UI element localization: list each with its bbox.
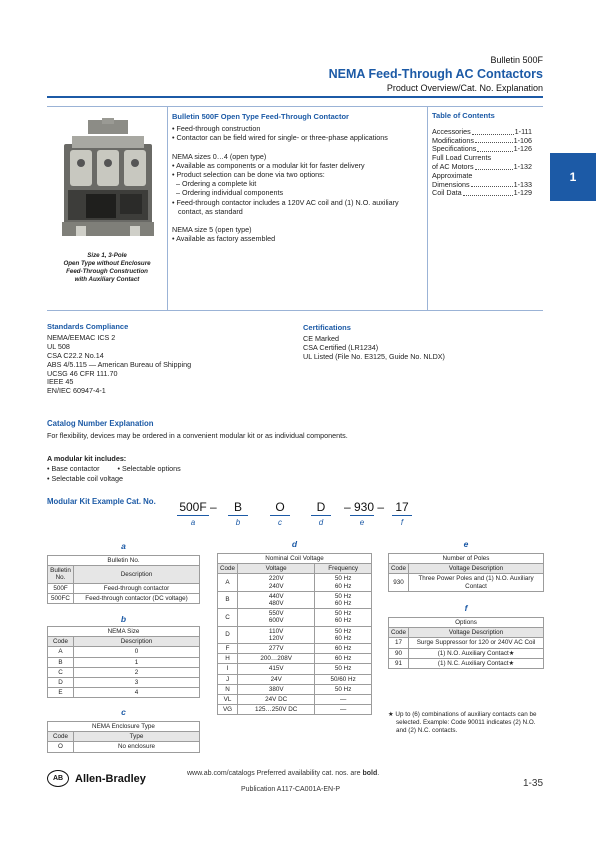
kit-heading: A modular kit includes: xyxy=(47,454,127,463)
table-header: Code xyxy=(389,628,409,638)
divider xyxy=(167,106,168,310)
table-row: C 2 xyxy=(48,667,200,677)
segment-c: O xyxy=(275,500,285,514)
certifications-heading: Certifications xyxy=(303,323,351,332)
table-header: Voltage xyxy=(238,564,315,574)
segment-letter-d: d xyxy=(318,518,324,527)
allen-bradley-logo: AB xyxy=(47,770,69,787)
bullet-item: • Feed-through contactor includes a 120V AC coil and (1) N.O. auxiliary contact, as standard xyxy=(172,197,399,216)
caption-line: Feed-Through Construction xyxy=(66,268,148,275)
table-f-label: f xyxy=(464,603,468,613)
table-title: Bulletin No. xyxy=(48,556,200,566)
standard-item: UCSG 46 CFR 111.70 xyxy=(47,368,118,378)
table-row: A 220V 240V 50 Hz 60 Hz xyxy=(218,574,372,591)
table-row: J 24V 50/60 Hz xyxy=(218,674,372,684)
nema-size-table xyxy=(47,626,200,698)
footnote: ★ Up to (6) combinations of auxiliary contacts can be selected. Example: Code 90011 indicates (2) N.O. and (2) N.C. contacts. xyxy=(388,711,537,734)
table-row: N 380V 50 Hz xyxy=(218,684,372,694)
sub-option: – Ordering a complete kit xyxy=(176,179,257,189)
table-row: D 110V 120V 50 Hz 60 Hz xyxy=(218,626,372,643)
certification-item: CE Marked xyxy=(303,333,339,343)
table-row: 91 (1) N.C. Auxiliary Contact★ xyxy=(389,658,544,668)
caption-line: Size 1, 3-Pole xyxy=(87,252,127,259)
table-title: Number of Poles xyxy=(389,554,544,564)
open-type-section xyxy=(172,112,424,243)
catalog-intro: For flexibility, devices may be ordered in a convenient modular kit or as individual components. xyxy=(47,431,348,440)
table-row: I 415V 50 Hz xyxy=(218,664,372,674)
certifications-section xyxy=(303,324,543,362)
segment-f: 17 xyxy=(395,500,409,514)
toc-item-coil-data[interactable]: Coil Data 1-129 xyxy=(432,188,532,198)
table-e-label: e xyxy=(463,539,469,549)
segment-letter-c: c xyxy=(278,518,282,527)
caption-line: Open Type without Enclosure xyxy=(63,260,151,267)
standards-section xyxy=(47,323,287,396)
divider xyxy=(47,106,543,107)
table-header: Frequency xyxy=(315,564,372,574)
toc-item-full-load-currents[interactable]: Full Load Currents of AC Motors 1-132 xyxy=(432,153,532,171)
standard-item: UL 508 xyxy=(47,341,70,351)
table-row: A 0 xyxy=(48,647,200,657)
bullet-item: • Available as factory assembled xyxy=(172,234,276,244)
publication-number: Publication A117-CA001A-EN-P xyxy=(241,786,341,793)
kit-item: • Selectable coil voltage xyxy=(47,474,124,483)
caption-line: with Auxiliary Contact xyxy=(74,276,140,283)
divider xyxy=(427,106,428,310)
segment-letter-e: e xyxy=(359,518,365,527)
segment-letter-a: a xyxy=(190,518,196,527)
brand-name: Allen-Bradley xyxy=(75,773,146,785)
table-row: 500F Feed-through contactor xyxy=(48,583,200,593)
table-row: 930 Three Power Poles and (1) N.O. Auxiliary Contact xyxy=(389,574,544,591)
bulletin-table xyxy=(47,555,200,604)
table-header: Voltage Description xyxy=(409,628,544,638)
table-row: B 440V 480V 50 Hz 60 Hz xyxy=(218,591,372,608)
table-d-label: d xyxy=(291,539,298,549)
segment-e: – 930 – xyxy=(343,500,385,514)
standards-heading: Standards Compliance xyxy=(47,322,129,331)
table-row: VG 125…250V DC — xyxy=(218,705,372,715)
bulletin-label: Bulletin 500F xyxy=(490,55,543,65)
kit-item: • Selectable options xyxy=(117,464,181,473)
standard-item: EN/IEC 60947-4-1 xyxy=(47,386,106,396)
table-header: Bulletin No. xyxy=(48,566,74,583)
enclosure-table xyxy=(47,721,200,753)
table-row: B 1 xyxy=(48,657,200,667)
certification-item: UL Listed (File No. E3125, Guide No. NLDX) xyxy=(303,351,445,361)
table-c-label: c xyxy=(121,707,126,717)
certification-item: CSA Certified (LR1234) xyxy=(303,342,379,352)
segment-d: D xyxy=(316,500,326,514)
kit-item: • Base contactor xyxy=(47,464,100,473)
table-row: 500FC Feed-through contactor (DC voltage) xyxy=(48,593,200,603)
divider xyxy=(47,310,543,311)
page-subtitle: Product Overview/Cat. No. Explanation xyxy=(386,83,543,93)
table-row: F 277V 60 Hz xyxy=(218,644,372,654)
page-number: 1-35 xyxy=(522,778,543,789)
table-header: Code xyxy=(48,732,74,742)
table-header: Description xyxy=(74,637,200,647)
table-title: NEMA Size xyxy=(48,627,200,637)
header-rule xyxy=(47,96,543,98)
example-label: Modular Kit Example Cat. No. xyxy=(47,497,156,506)
contactor-photo xyxy=(58,118,158,248)
sizes-label: NEMA sizes 0…4 (open type) xyxy=(172,151,267,161)
table-title: Nominal Coil Voltage xyxy=(218,554,372,564)
toc-item-accessories[interactable]: Accessories 1-111 xyxy=(432,126,532,136)
table-row: C 550V 600V 50 Hz 60 Hz xyxy=(218,609,372,626)
table-row: H 200…208V 60 Hz xyxy=(218,654,372,664)
segment-letter-b: b xyxy=(235,518,241,527)
table-row: 17 Surge Suppressor for 120 or 240V AC Coil xyxy=(389,638,544,648)
table-header: Description xyxy=(74,566,200,583)
toc-item-specifications[interactable]: Specifications 1-126 xyxy=(432,144,532,154)
segment-underline xyxy=(270,515,290,516)
segment-underline xyxy=(228,515,248,516)
segment-underline xyxy=(311,515,331,516)
standard-item: NEMA/EEMAC ICS 2 xyxy=(47,332,116,342)
standard-item: IEEE 45 xyxy=(47,377,74,387)
section-tab[interactable]: 1 xyxy=(550,153,596,201)
standard-item: ABS 4/5.115 — American Bureau of Shipping xyxy=(47,359,192,369)
table-header: Code xyxy=(48,637,74,647)
table-title: NEMA Enclosure Type xyxy=(48,722,200,732)
table-header: Code xyxy=(218,564,238,574)
segment-underline xyxy=(392,515,412,516)
segment-b: B xyxy=(233,500,242,514)
size5-label: NEMA size 5 (open type) xyxy=(172,225,252,235)
kit-items xyxy=(47,464,199,473)
table-header: Type xyxy=(74,732,200,742)
footer-url-line[interactable]: www.ab.com/catalogs Preferred availability cat. nos. are bold. xyxy=(187,770,380,777)
bullet-item: • Contactor can be field wired for single- or three-phase applications xyxy=(172,133,388,143)
table-row: O No enclosure xyxy=(48,742,200,752)
table-row: VL 24V DC — xyxy=(218,695,372,705)
sub-option: – Ordering individual components xyxy=(176,188,284,198)
segment-letter-f: f xyxy=(400,518,404,527)
photo-caption xyxy=(47,252,167,284)
table-row: 90 (1) N.O. Auxiliary Contact★ xyxy=(389,648,544,658)
catalog-heading: Catalog Number Explanation xyxy=(47,419,154,428)
segment-underline xyxy=(350,515,374,516)
table-title: Options xyxy=(389,618,544,628)
table-header: Voltage Description xyxy=(409,564,544,574)
segment-underline xyxy=(177,515,209,516)
standard-item: CSA C22.2 No.14 xyxy=(47,350,104,360)
table-row: E 4 xyxy=(48,688,200,698)
toc-item-dimensions[interactable]: Approximate Dimensions 1-133 xyxy=(432,170,532,189)
table-header: Code xyxy=(389,564,409,574)
bullet-item: • Available as components or a modular kit for faster delivery xyxy=(172,160,365,170)
bullet-item: • Feed-through construction xyxy=(172,124,261,134)
table-a-label: a xyxy=(121,541,126,551)
poles-table xyxy=(388,553,544,592)
toc-item-modifications[interactable]: Modifications 1-106 xyxy=(432,135,532,145)
page-title: NEMA Feed-Through AC Contactors xyxy=(328,67,543,81)
coil-voltage-table xyxy=(217,553,372,715)
bullet-item: • Product selection can be done via two options: xyxy=(172,170,325,180)
toc-heading: Table of Contents xyxy=(432,111,495,120)
options-table xyxy=(388,617,544,669)
table-b-label: b xyxy=(120,614,127,624)
table-of-contents xyxy=(432,112,532,198)
table-row: D 3 xyxy=(48,678,200,688)
segment-a: 500F – xyxy=(179,500,217,514)
open-type-heading: Bulletin 500F Open Type Feed-Through Contactor xyxy=(172,112,349,121)
